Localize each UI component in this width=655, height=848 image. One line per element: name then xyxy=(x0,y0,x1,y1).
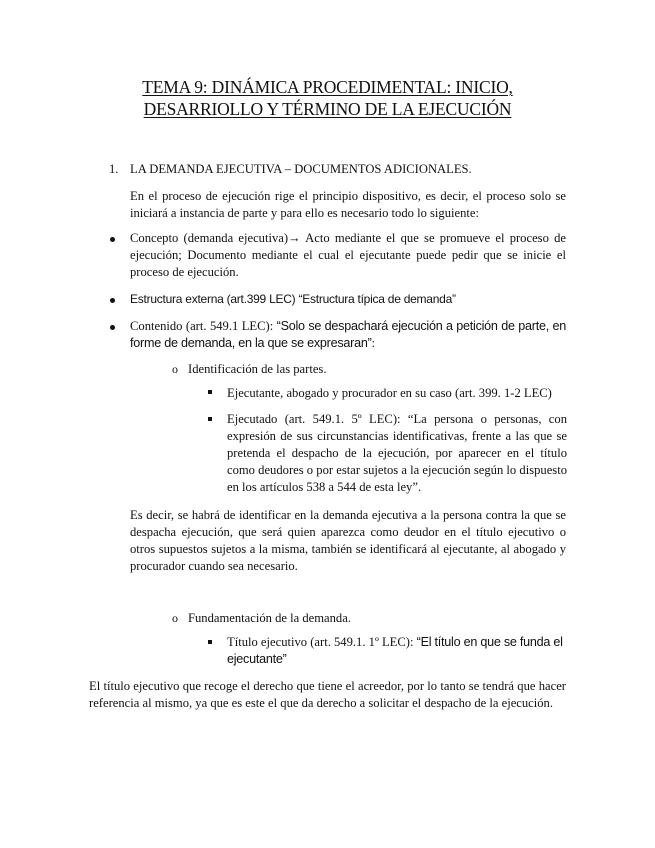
ejecutado-quote: “La persona o personas, con expresión de sus circunstancias identificativas, frente a las que se pretenda el despacho de la ejecución, por aparecer en el título como deudores o por estar sujetos a la ejecución según lo dispuesto en los artículos 538 a 544 de esta ley” xyxy=(227,412,567,494)
titulo-quote: “El título en que se funda el ejecutante” xyxy=(227,635,563,666)
bullet-estructura: Estructura externa (art.399 LEC) “Estructura típica de demanda” xyxy=(130,292,456,306)
title-line-1: TEMA 9: DINÁMICA PROCEDIMENTAL: INICIO, xyxy=(142,77,513,97)
contenido-lead: Contenido (art. 549.1 LEC): xyxy=(130,319,277,333)
item-ejecutado xyxy=(227,411,567,496)
page-title xyxy=(70,76,585,120)
section-heading: LA DEMANDA EJECUTIVA – DOCUMENTOS ADICIONALES. xyxy=(130,162,472,176)
es-decir-paragraph: Es decir, se habrá de identificar en la demanda ejecutiva a la persona contra la que se despacha ejecución, que será quien aparezca como deudor en el título ejecutivo o otros supuestos sujetos a la misma, también se identificará al ejecutante, al abogado y procurador cuando sea necesario. xyxy=(130,508,566,573)
title-line-2: DESARRIOLLO Y TÉRMINO DE LA EJECUCIÓN xyxy=(143,99,512,119)
titulo-lead: Título ejecutivo (art. 549.1. 1º LEC): xyxy=(227,635,417,649)
intro-paragraph: En el proceso de ejecución rige el principio dispositivo, es decir, el proceso solo se iniciará a instancia de parte y para ello es necesario todo lo siguiente: xyxy=(130,189,566,220)
contenido-quote: “Solo se despachará ejecución a petición de parte, en forme de demanda, en la que se expresaran” xyxy=(130,319,566,350)
square-bullet-icon xyxy=(208,417,212,421)
bullet-dot-icon xyxy=(110,237,115,242)
bullet-dot-icon xyxy=(110,298,115,303)
bullet-contenido xyxy=(130,318,566,352)
item-ejecutante: Ejecutante, abogado y procurador en su caso (art. 399. 1-2 LEC) xyxy=(227,386,552,400)
ejecutado-lead: Ejecutado (art. 549.1. 5º LEC): xyxy=(227,412,408,426)
contenido-tail: : xyxy=(371,336,376,350)
section-number: 1. xyxy=(109,162,119,176)
square-bullet-icon xyxy=(208,390,212,394)
bullet-dot-icon xyxy=(110,325,115,330)
sub-marker-o: o xyxy=(172,611,178,625)
sub-identificacion-label: Identificación de las partes. xyxy=(188,362,327,376)
item-titulo-ejecutivo xyxy=(227,634,567,668)
bullet-concepto: Concepto (demanda ejecutiva)→ Acto mediante el que se promueve el proceso de ejecución; Documento mediante el cual el ejecutante puede pedir que se inicie el proceso de ejecución. xyxy=(130,231,566,279)
ejecutado-tail: . xyxy=(417,480,422,494)
sub-fundamentacion-label: Fundamentación de la demanda. xyxy=(188,611,351,625)
closing-paragraph: El título ejecutivo que recoge el derecho que tiene el acreedor, por lo tanto se tendrá que hacer referencia al mismo, ya que es este el que da derecho a solicitar el despacho de la ejecución. xyxy=(89,679,566,710)
sub-marker-o: o xyxy=(172,362,178,376)
square-bullet-icon xyxy=(208,640,212,644)
